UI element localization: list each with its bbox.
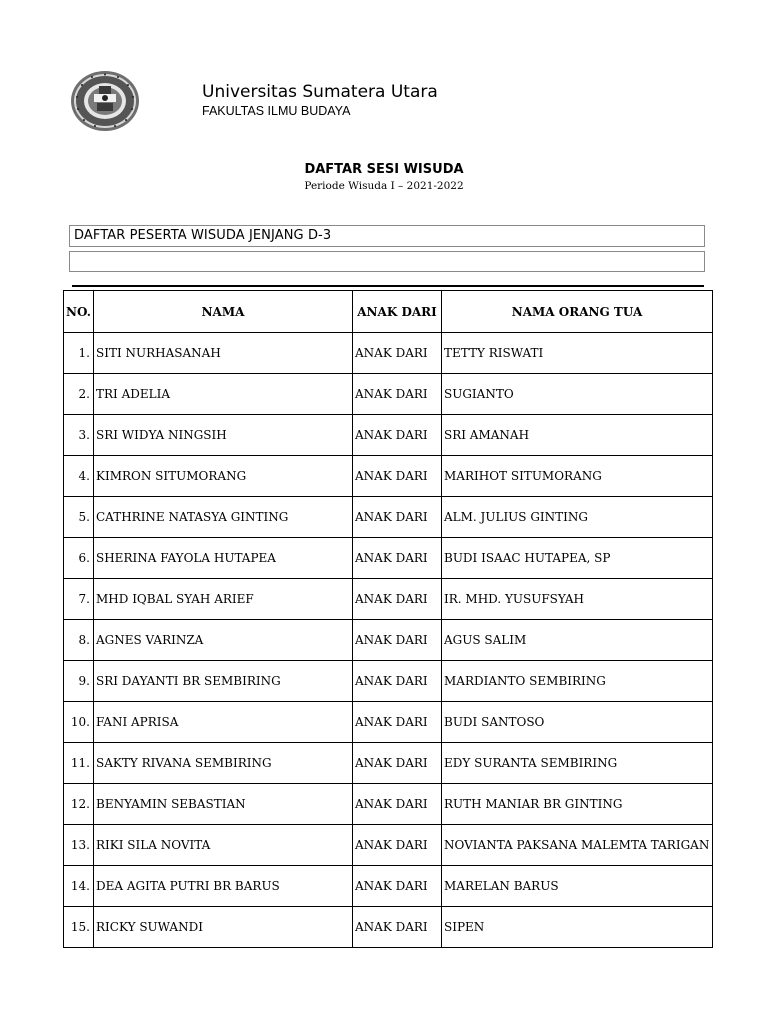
anak-dari-label: ANAK DARI (353, 825, 442, 866)
parent-name: NOVIANTA PAKSANA MALEMTA TARIGAN (442, 825, 713, 866)
graduates-table (63, 290, 713, 948)
empty-box (69, 251, 705, 272)
graduate-name: SITI NURHASANAH (94, 333, 353, 374)
divider (72, 285, 704, 287)
parent-name: MARIHOT SITUMORANG (442, 456, 713, 497)
graduate-name: SRI WIDYA NINGSIH (94, 415, 353, 456)
anak-dari-label: ANAK DARI (353, 415, 442, 456)
row-number: 9. (64, 661, 94, 702)
table-row (64, 579, 713, 620)
table-row (64, 620, 713, 661)
graduate-name: SAKTY RIVANA SEMBIRING (94, 743, 353, 784)
column-header-nama: NAMA (94, 291, 353, 333)
parent-name: IR. MHD. YUSUFSYAH (442, 579, 713, 620)
parent-name: BUDI SANTOSO (442, 702, 713, 743)
row-number: 13. (64, 825, 94, 866)
anak-dari-label: ANAK DARI (353, 661, 442, 702)
document-title: DAFTAR SESI WISUDA (304, 162, 464, 177)
parent-name: MARELAN BARUS (442, 866, 713, 907)
table-row (64, 661, 713, 702)
row-number: 3. (64, 415, 94, 456)
row-number: 12. (64, 784, 94, 825)
table-row (64, 538, 713, 579)
anak-dari-label: ANAK DARI (353, 702, 442, 743)
graduate-name: MHD IQBAL SYAH ARIEF (94, 579, 353, 620)
parent-name: SIPEN (442, 907, 713, 948)
parent-name: AGUS SALIM (442, 620, 713, 661)
graduate-name: RIKI SILA NOVITA (94, 825, 353, 866)
row-number: 5. (64, 497, 94, 538)
column-header-anak-dari: ANAK DARI (353, 291, 442, 333)
column-header-nama-orang-tua: NAMA ORANG TUA (442, 291, 713, 333)
anak-dari-label: ANAK DARI (353, 620, 442, 661)
row-number: 11. (64, 743, 94, 784)
parent-name: EDY SURANTA SEMBIRING (442, 743, 713, 784)
anak-dari-label: ANAK DARI (353, 333, 442, 374)
anak-dari-label: ANAK DARI (353, 579, 442, 620)
row-number: 2. (64, 374, 94, 415)
parent-name: ALM. JULIUS GINTING (442, 497, 713, 538)
row-number: 7. (64, 579, 94, 620)
graduate-name: SHERINA FAYOLA HUTAPEA (94, 538, 353, 579)
row-number: 6. (64, 538, 94, 579)
table-row (64, 497, 713, 538)
table-row (64, 456, 713, 497)
table-row (64, 743, 713, 784)
program-box: DAFTAR PESERTA WISUDA JENJANG D-3 (69, 225, 705, 247)
table-row (64, 415, 713, 456)
anak-dari-label: ANAK DARI (353, 784, 442, 825)
parent-name: SUGIANTO (442, 374, 713, 415)
row-number: 8. (64, 620, 94, 661)
graduate-name: TRI ADELIA (94, 374, 353, 415)
university-seal-logo (70, 70, 140, 132)
table-row (64, 702, 713, 743)
row-number: 15. (64, 907, 94, 948)
anak-dari-label: ANAK DARI (353, 374, 442, 415)
anak-dari-label: ANAK DARI (353, 866, 442, 907)
row-number: 14. (64, 866, 94, 907)
row-number: 1. (64, 333, 94, 374)
parent-name: BUDI ISAAC HUTAPEA, SP (442, 538, 713, 579)
graduate-name: KIMRON SITUMORANG (94, 456, 353, 497)
table-body (64, 333, 713, 948)
anak-dari-label: ANAK DARI (353, 497, 442, 538)
column-header-no: NO. (64, 291, 94, 333)
parent-name: SRI AMANAH (442, 415, 713, 456)
row-number: 10. (64, 702, 94, 743)
graduate-name: SRI DAYANTI BR SEMBIRING (94, 661, 353, 702)
graduate-name: BENYAMIN SEBASTIAN (94, 784, 353, 825)
parent-name: MARDIANTO SEMBIRING (442, 661, 713, 702)
graduate-name: DEA AGITA PUTRI BR BARUS (94, 866, 353, 907)
graduate-name: RICKY SUWANDI (94, 907, 353, 948)
table-header-row (64, 291, 713, 333)
parent-name: RUTH MANIAR BR GINTING (442, 784, 713, 825)
anak-dari-label: ANAK DARI (353, 456, 442, 497)
parent-name: TETTY RISWATI (442, 333, 713, 374)
anak-dari-label: ANAK DARI (353, 907, 442, 948)
anak-dari-label: ANAK DARI (353, 743, 442, 784)
table-row (64, 374, 713, 415)
table-row (64, 866, 713, 907)
graduate-name: CATHRINE NATASYA GINTING (94, 497, 353, 538)
graduate-name: AGNES VARINZA (94, 620, 353, 661)
table-row (64, 333, 713, 374)
row-number: 4. (64, 456, 94, 497)
table-row (64, 825, 713, 866)
document-period: Periode Wisuda I – 2021-2022 (304, 180, 464, 192)
graduate-name: FANI APRISA (94, 702, 353, 743)
university-name: Universitas Sumatera Utara (202, 82, 438, 102)
table-row (64, 907, 713, 948)
table-row (64, 784, 713, 825)
faculty-name: FAKULTAS ILMU BUDAYA (202, 104, 351, 118)
anak-dari-label: ANAK DARI (353, 538, 442, 579)
